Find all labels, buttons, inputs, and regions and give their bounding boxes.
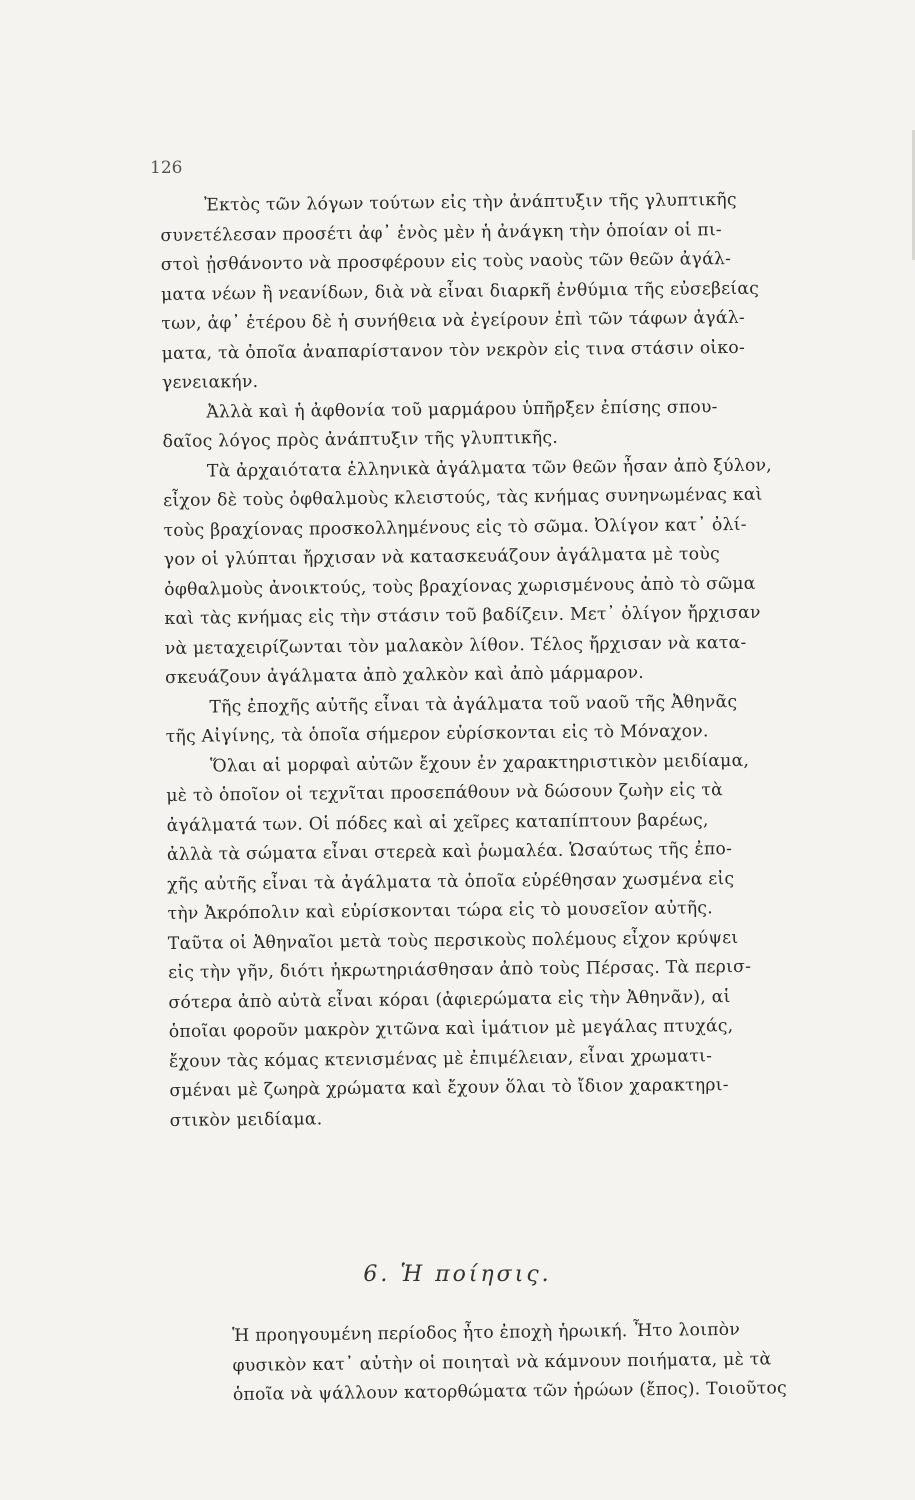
text-line: στικὸν μειδίαμα. (169, 1108, 323, 1131)
text-line: Ἐκτὸς τῶν λόγων τούτων εἰς τὴν ἀνάπτυξιν τῆς γλυπτικῆς (204, 189, 737, 216)
text-line: ἀλλὰ τὰ σώματα εἶναι στερεὰ καὶ ῥωμαλέα. Ὡσαύτως τῆς ἐπο- (166, 839, 733, 865)
text-line: καὶ τὰς κνήμας εἰς τὴν στάσιν τοῦ βαδίζειν. Μετ᾽ ὀλίγον ἤρχισαν (164, 602, 761, 629)
text-line: εἶχον δὲ τοὺς ὀφθαλμοὺς κλειστούς, τὰς κνήμας συνηνωμένας καὶ (163, 484, 763, 511)
text-line: Τὰ ἀρχαιότατα ἑλληνικὰ ἀγάλματα τῶν θεῶν ἦσαν ἀπὸ ξύλον, (206, 455, 773, 482)
text-line: γενειακήν. (161, 371, 259, 393)
text-line: γον οἱ γλύπται ἤρχισαν νὰ κατασκευάζουν ἀγάλματα μὲ τοὺς (163, 544, 721, 570)
text-line: χῆς αὐτῆς εἶναι τὰ ἀγάλματα τὰ ὁποῖα εὑρέθησαν χωσμένα εἰς (167, 868, 735, 895)
text-line: Ἡ προηγουμένη περίοδος ἦτο ἐποχὴ ἡρωική. Ἦτο λοιπὸν (232, 1319, 741, 1346)
text-line: στοὶ ᾐσθάνοντο νὰ προσφέρουν εἰς τοὺς ναοὺς τῶν θεῶν ἀγάλ- (160, 249, 732, 275)
paragraph (165, 686, 886, 753)
text-line: σμέναι μὲ ζωηρὰ χρώματα καὶ ἔχουν ὅλαι τὸ ἴδιον χαρακτηρι- (169, 1075, 729, 1101)
paragraph (163, 450, 885, 694)
text-line: τὴν Ἀκρόπολιν καὶ εὑρίσκονται τώρα εἰς τὸ μουσεῖον αὐτῆς. (167, 898, 714, 924)
text-line: ἀγάλματά των. Οἱ πόδες καὶ αἱ χεῖρες καταπίπτουν βαρέως, (166, 809, 709, 836)
text-line: ὁποῖαι φοροῦν μακρὸν χιτῶνα καὶ ἱμάτιον μὲ μεγάλας πτυχάς, (168, 1016, 734, 1042)
body-text (160, 184, 890, 1135)
page-number: 126 (150, 158, 183, 178)
text-line: ὀφθαλμοὺς ἀνοικτούς, τοὺς βραχίονας χωρισμένους ἀπὸ τὸ σῶμα (164, 573, 756, 600)
text-line: νὰ μεταχειρίζωνται τὸν μαλακὸν λίθον. Τέλος ἤρχισαν νὰ κατα- (164, 632, 747, 659)
text-line: τῆς Αἰγίνης, τὰ ὁποῖα σήμερον εὑρίσκονται εἰς τὸ Μόναχον. (165, 721, 709, 747)
text-line: Ἀλλὰ καὶ ἡ ἀφθονία τοῦ μαρμάρου ὑπῆρξεν ἐπίσης σπου- (206, 396, 718, 423)
text-line: μὲ τὸ ὁποῖον οἱ τεχνῖται προσεπάθουν νὰ δώσουν ζωὴν εἰς τὰ (166, 780, 724, 806)
text-line: συνετέλεσαν προσέτι ἀφ᾽ ἑνὸς μὲν ἡ ἀνάγκη τὴν ὁποίαν οἱ πι- (160, 219, 723, 246)
text-line: φυσικὸν κατ᾽ αὐτὴν οἱ ποιηταὶ νὰ κάμνουν ποιήματα, μὲ τὰ (232, 1348, 772, 1376)
paragraph (232, 1314, 893, 1411)
paragraph (160, 184, 882, 398)
text-line: των, ἀφ᾽ ἑτέρου δὲ ἡ συνήθεια νὰ ἐγείρουν ἐπὶ τῶν τάφων ἀγάλ- (161, 307, 745, 334)
text-line: Τῆς ἐποχῆς αὐτῆς εἶναι τὰ ἀγάλματα τοῦ ναοῦ τῆς Ἀθηνᾶς (209, 691, 738, 718)
section-heading: 6. Ἡ ποίησις. (363, 1262, 552, 1287)
text-line: Ὅλαι αἱ μορφαὶ αὐτῶν ἔχουν ἐν χαρακτηριστικὸν μειδίαμα, (209, 750, 750, 777)
text-line: δαῖος λόγος πρὸς ἀνάπτυξιν τῆς γλυπτικῆς. (162, 427, 559, 452)
text-line: εἰς τὴν γῆν, διότι ἠκρωτηριάσθησαν ἀπὸ τοὺς Πέρσας. Τὰ περισ- (168, 956, 752, 983)
text-line: σότερα ἀπὸ αὐτὰ εἶναι κόραι (ἀφιερώματα εἰς τὴν Ἀθηνᾶν), αἱ (168, 986, 731, 1013)
text-line: σκευάζουν ἀγάλματα ἀπὸ χαλκὸν καὶ ἀπὸ μάρμαρον. (164, 662, 645, 688)
text-line: ὁποῖα νὰ ψάλλουν κατορθώματα τῶν ἡρώων (ἔπος). Τοιοῦτος (232, 1378, 788, 1405)
text-line: Ταῦτα οἱ Ἀθηναῖοι μετὰ τοὺς περσικοὺς πολέμους εἶχον κρύψει (167, 927, 739, 954)
paragraph (166, 745, 890, 1136)
text-line: ἔχουν τὰς κόμας κτενισμένας μὲ ἐπιμέλειαν, εἶναι χρωματι- (169, 1045, 713, 1072)
text-line: τοὺς βραχίονας προσκολλημένους εἰς τὸ σῶμα. Ὀλίγον κατ᾽ ὀλί- (163, 514, 747, 541)
text-line: ματα, τὰ ὁποῖα ἀναπαρίστανον τὸν νεκρὸν εἰς τινα στάσιν οἰκο- (161, 337, 746, 364)
paragraph (162, 391, 883, 458)
body-text-continued (232, 1314, 893, 1411)
text-line: ματα νέων ἢ νεανίδων, διὰ νὰ εἶναι διαρκῆ ἐνθύμια τῆς εὐσεβείας (160, 278, 760, 305)
